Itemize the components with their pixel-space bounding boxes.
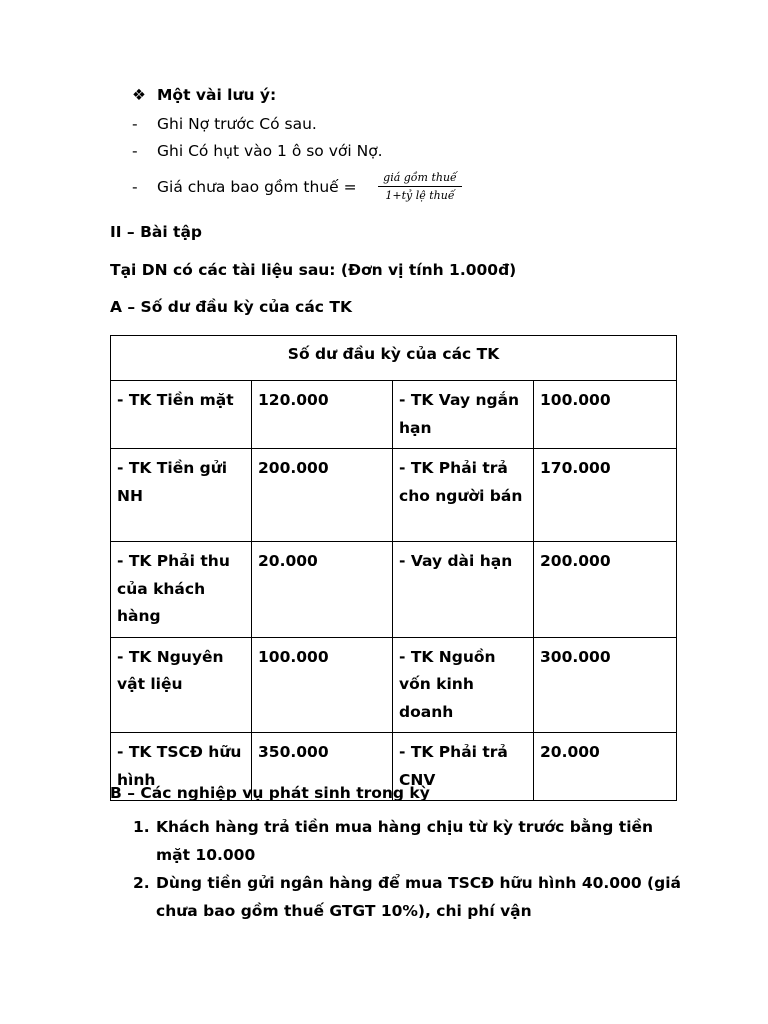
account-value: 300.000 xyxy=(534,637,677,733)
account-name: - TK Phải trả CNV xyxy=(393,733,534,801)
account-name: - Vay dài hạn xyxy=(393,542,534,638)
task-text: Dùng tiền gửi ngân hàng để mua TSCĐ hữu hình 40.000 (giá chưa bao gồm thuế GTGT 10%), chi phí vận xyxy=(156,874,681,920)
table-row xyxy=(111,381,677,449)
formula-numerator: giá gồm thuế xyxy=(383,171,457,184)
task-number: 2. xyxy=(133,874,150,892)
account-name: - TK Vay ngắn hạn xyxy=(393,381,534,449)
table-header: Số dư đầu kỳ của các TK xyxy=(111,336,677,381)
list-item xyxy=(110,869,690,925)
part-b-title: B – Các nghiệp vụ phát sinh trong kỳ xyxy=(110,784,430,802)
account-value: 170.000 xyxy=(534,449,677,542)
fraction-line xyxy=(378,186,462,187)
account-value: 200.000 xyxy=(534,542,677,638)
table-row xyxy=(111,542,677,638)
account-value: 100.000 xyxy=(252,637,393,733)
account-name: - TK Phải trả cho người bán xyxy=(393,449,534,542)
note-item-2: Ghi Có hụt vào 1 ô so với Nợ. xyxy=(157,142,383,160)
table-header-row xyxy=(111,336,677,381)
part-a-title: A – Số dư đầu kỳ của các TK xyxy=(110,298,352,316)
account-value: 120.000 xyxy=(252,381,393,449)
note-item-3: Giá chưa bao gồm thuế = xyxy=(157,178,357,196)
account-value: 100.000 xyxy=(534,381,677,449)
account-name: - TK Tiền mặt xyxy=(111,381,252,449)
list-item xyxy=(110,813,690,869)
note-item-1: Ghi Nợ trước Có sau. xyxy=(157,115,317,133)
account-name: - TK Phải thu của khách hàng xyxy=(111,542,252,638)
note-dash-2: - xyxy=(132,142,138,160)
note-dash-1: - xyxy=(132,115,138,133)
tax-formula xyxy=(378,171,462,202)
section-title: II – Bài tập xyxy=(110,223,203,241)
table-row xyxy=(111,449,677,542)
notes-heading: Một vài lưu ý: xyxy=(157,86,277,104)
account-name: - TK TSCĐ hữu hình xyxy=(111,733,252,801)
account-value: 20.000 xyxy=(252,542,393,638)
balance-table xyxy=(110,335,677,801)
account-name: - TK Tiền gửi NH xyxy=(111,449,252,542)
account-value: 200.000 xyxy=(252,449,393,542)
account-value: 20.000 xyxy=(534,733,677,801)
formula-denominator: 1+tỷ lệ thuế xyxy=(385,189,455,202)
table-row xyxy=(111,637,677,733)
account-value: 350.000 xyxy=(252,733,393,801)
task-text: Khách hàng trả tiền mua hàng chịu từ kỳ trước bằng tiền mặt 10.000 xyxy=(156,818,654,864)
notes-bullet-icon: ❖ xyxy=(132,86,146,104)
task-list xyxy=(110,813,690,925)
task-number: 1. xyxy=(133,818,150,836)
note-dash-3: - xyxy=(132,178,138,196)
account-name: - TK Nguồn vốn kinh doanh xyxy=(393,637,534,733)
account-name: - TK Nguyên vật liệu xyxy=(111,637,252,733)
intro-text: Tại DN có các tài liệu sau: (Đơn vị tính 1.000đ) xyxy=(110,261,517,279)
